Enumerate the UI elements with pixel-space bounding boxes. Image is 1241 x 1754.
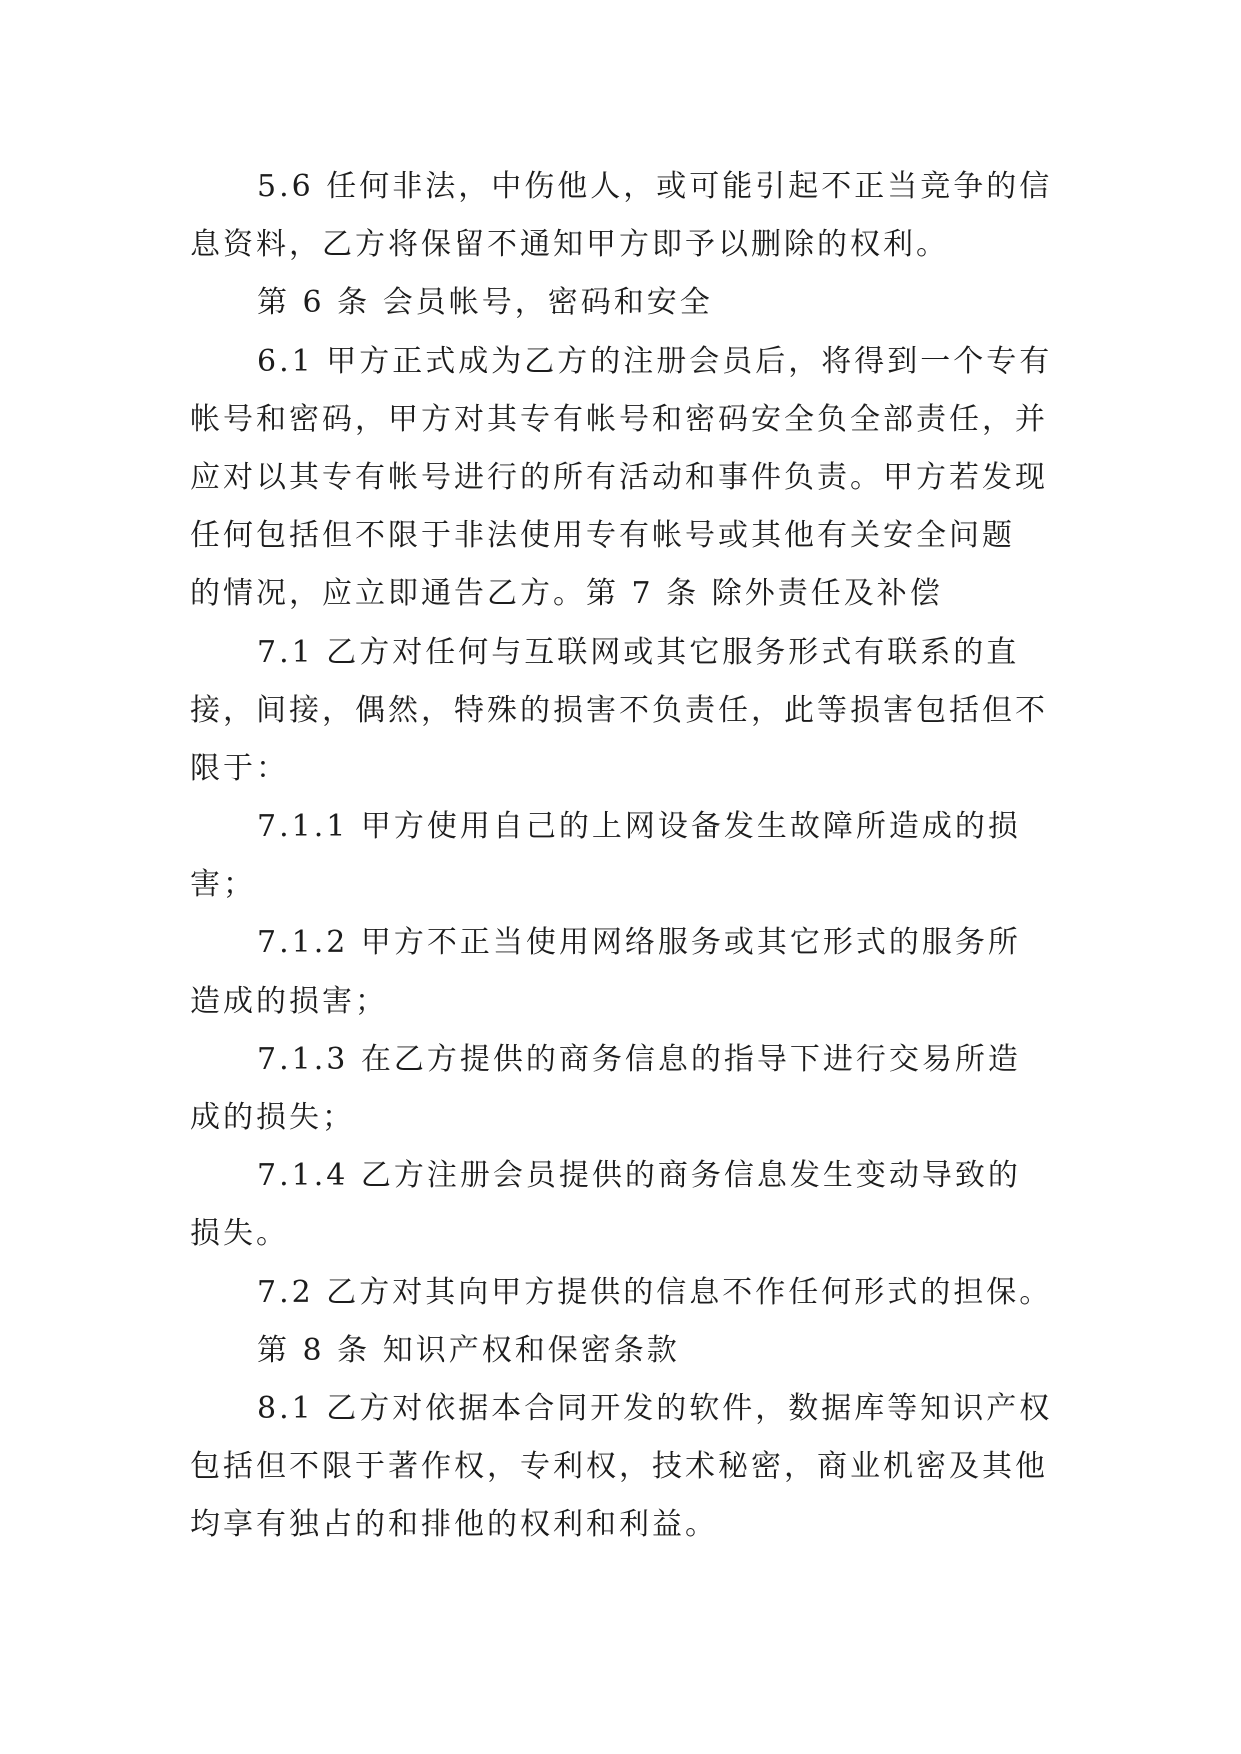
paragraph-line: 8.1 乙方对依据本合同开发的软件，数据库等知识产权: [257, 1390, 1053, 1426]
clause-7-1: [190, 624, 1051, 799]
clause-7-1-1: [190, 798, 1051, 914]
clause-5-6: [190, 158, 1051, 274]
paragraph-line: 的情况，应立即通告乙方。第 7 条 除外责任及补偿: [190, 576, 943, 612]
paragraph-line: 成的损失；: [190, 1100, 355, 1135]
paragraph-line: 应对以其专有帐号进行的所有活动和事件负责。甲方若发现: [190, 459, 1048, 495]
section-heading: 第 6 条 会员帐号，密码和安全: [257, 285, 713, 321]
section-heading-6: [190, 274, 1051, 332]
paragraph-line: 帐号和密码，甲方对其专有帐号和密码安全负全部责任，并: [190, 401, 1048, 437]
paragraph-line: 损失。: [190, 1216, 289, 1252]
paragraph-line: 7.1.4 乙方注册会员提供的商务信息发生变动导致的: [257, 1158, 1021, 1194]
document-body: [190, 158, 1051, 1555]
section-heading-8: [190, 1322, 1051, 1380]
clause-7-1-4: [190, 1147, 1051, 1263]
paragraph-line: 7.1.1 甲方使用自己的上网设备发生故障所造成的损: [257, 809, 1021, 845]
paragraph-line: 任何包括但不限于非法使用专有帐号或其他有关安全问题: [190, 518, 1015, 554]
paragraph-line: 7.2 乙方对其向甲方提供的信息不作任何形式的担保。: [257, 1274, 1053, 1310]
clause-8-1: [190, 1380, 1051, 1555]
clause-7-2: [190, 1264, 1051, 1322]
paragraph-line: 接，间接，偶然，特殊的损害不负责任，此等损害包括但不: [190, 692, 1048, 728]
paragraph-line: 包括但不限于著作权，专利权，技术秘密，商业机密及其他: [190, 1449, 1048, 1485]
clause-6-1: [190, 333, 1051, 624]
paragraph-line: 6.1 甲方正式成为乙方的注册会员后，将得到一个专有: [257, 343, 1053, 379]
paragraph-line: 5.6 任何非法，中伤他人，或可能引起不正当竞争的信: [257, 169, 1053, 204]
paragraph-line: 7.1 乙方对任何与互联网或其它服务形式有联系的直: [257, 634, 1020, 670]
paragraph-line: 造成的损害；: [190, 983, 388, 1019]
paragraph-line: 7.1.2 甲方不正当使用网络服务或其它形式的服务所: [257, 925, 1021, 961]
clause-7-1-3: [190, 1031, 1051, 1147]
paragraph-line: 息资料，乙方将保留不通知甲方即予以删除的权利。: [190, 227, 949, 263]
section-heading: 第 8 条 知识产权和保密条款: [257, 1332, 680, 1368]
paragraph-line: 限于：: [190, 750, 289, 786]
paragraph-line: 均享有独占的和排他的权利和利益。: [190, 1507, 718, 1543]
paragraph-line: 害；: [190, 867, 256, 903]
paragraph-line: 7.1.3 在乙方提供的商务信息的指导下进行交易所造: [257, 1041, 1021, 1077]
clause-7-1-2: [190, 914, 1051, 1030]
